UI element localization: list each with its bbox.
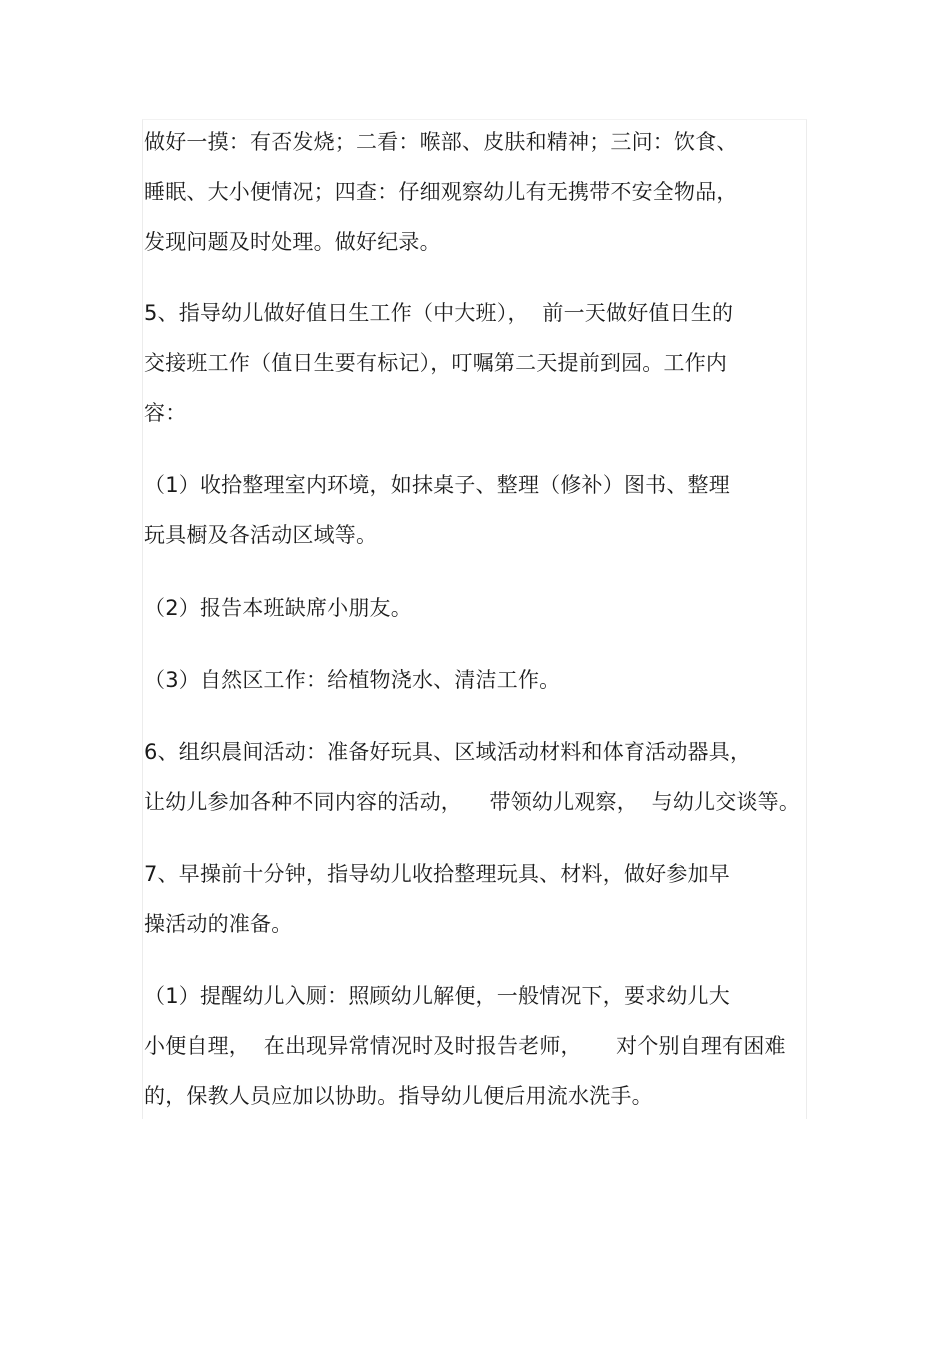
text-line: 让幼儿参加各种不同内容的活动， 带领幼儿观察， 与幼儿交谈等。 (144, 790, 801, 814)
text-line: （1）提醒幼儿入厕：照顾幼儿解便，一般情况下，要求幼儿大 (144, 984, 730, 1008)
text-line: 做好一摸：有否发烧；二看：喉部、皮肤和精神；三问：饮食、 (144, 130, 738, 154)
text-line: 6、组织晨间活动：准备好玩具、区域活动材料和体育活动器具， (144, 740, 752, 764)
text-line: 睡眠、大小便情况；四查：仔细观察幼儿有无携带不安全物品， (144, 180, 738, 204)
text-line: 发现问题及时处理。做好纪录。 (144, 230, 441, 254)
text-line: 玩具橱及各活动区域等。 (144, 523, 378, 547)
text-line: 7、早操前十分钟，指导幼儿收拾整理玩具、材料，做好参加早 (144, 862, 730, 886)
text-line: （3）自然区工作：给植物浇水、清洁工作。 (144, 668, 561, 692)
text-line: 操活动的准备。 (144, 912, 293, 936)
text-line: 容： (144, 401, 187, 425)
text-line: 小便自理， 在出现异常情况时及时报告老师， 对个别自理有困难 (144, 1034, 786, 1058)
text-line: （2）报告本班缺席小朋友。 (144, 596, 412, 620)
text-line: （1）收拾整理室内环境，如抹桌子、整理（修补）图书、整理 (144, 473, 730, 497)
text-line: 交接班工作（值日生要有标记），叮嘱第二天提前到园。工作内 (144, 351, 728, 375)
text-line: 5、指导幼儿做好值日生工作（中大班）， 前一天做好值日生的 (144, 301, 734, 325)
text-line: 的，保教人员应加以协助。指导幼儿便后用流水洗手。 (144, 1084, 653, 1108)
